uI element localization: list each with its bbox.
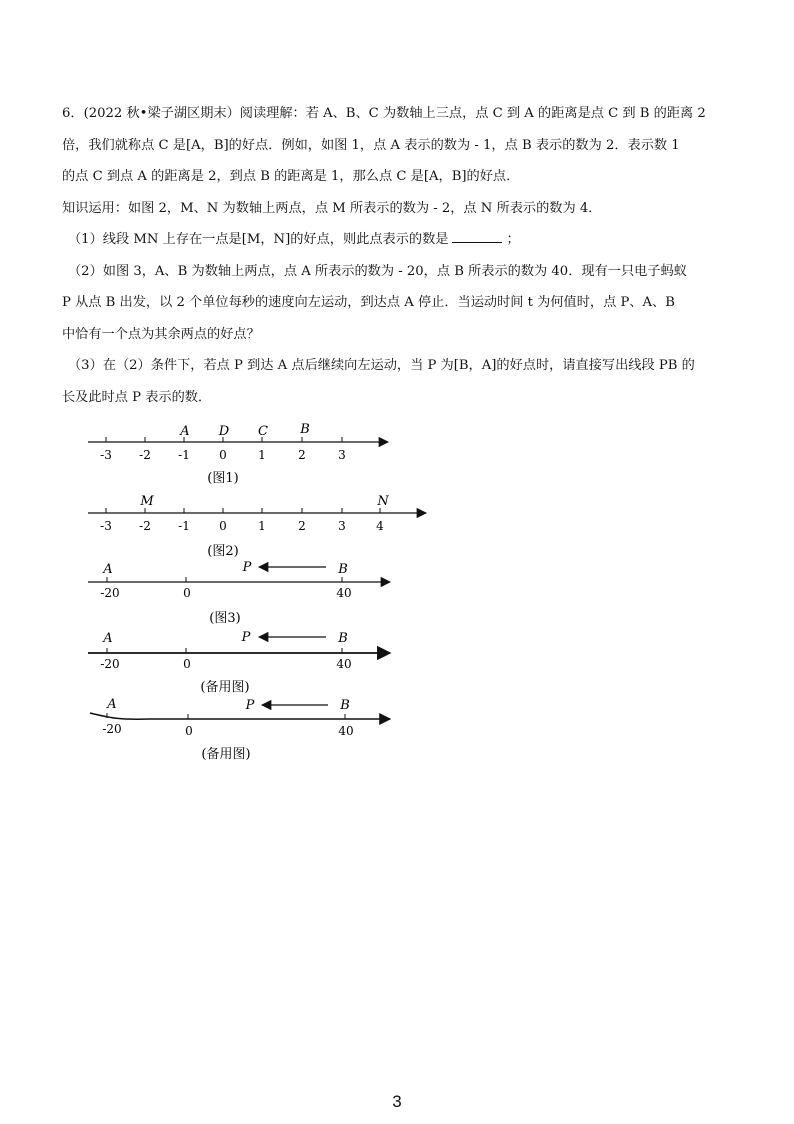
fig1-tick-label: -1 — [178, 448, 190, 462]
fig2-tick-label: 1 — [258, 519, 266, 533]
spare1-tick-label: 0 — [183, 657, 191, 671]
fig2-tick-label: -2 — [139, 519, 151, 533]
spare2-tick-label: 0 — [185, 724, 193, 738]
question-line-2: 倍，我们就称点 C 是[A，B]的好点．例如，如图 1，点 A 表示的数为 - 1，点 B 表示的数为 2．表示数 1 — [62, 137, 680, 153]
fig1-tick-label: -2 — [139, 448, 151, 462]
fig2-tick-label: -3 — [100, 519, 112, 533]
spare-figure-2-number-line — [90, 697, 390, 762]
fig2-tick-label: -1 — [178, 519, 190, 533]
spare2-point-b: B — [340, 698, 350, 713]
fig1-point-c: C — [258, 424, 268, 439]
fig3-point-p: P — [242, 560, 252, 575]
fig2-tick-label: 2 — [298, 519, 306, 533]
spare1-point-a: A — [103, 631, 113, 646]
part-1-end: ； — [506, 232, 520, 247]
fig3-tick-label: -20 — [100, 586, 120, 600]
fig2-tick-label: 0 — [219, 519, 227, 533]
fig1-tick-label: -3 — [100, 448, 112, 462]
spare1-point-p: P — [241, 630, 251, 645]
spare1-tick-label: -20 — [100, 657, 120, 671]
question-line-3: 的点 C 到点 A 的距离是 2，到点 B 的距离是 1，那么点 C 是[A，B]的好点． — [62, 169, 520, 184]
figure-1-number-line — [88, 422, 388, 486]
spare2-tick-label: -20 — [102, 722, 122, 736]
spare1-caption: (备用图) — [200, 680, 250, 695]
fig3-tick-label: 0 — [183, 586, 191, 600]
fig3-point-a: A — [103, 562, 113, 577]
spare2-point-p: P — [245, 698, 255, 713]
fig3-tick-label: 40 — [336, 586, 352, 600]
part-2-line-1: （2）如图 3，A、B 为数轴上两点，点 A 所表示的数为 - 20，点 B 所表示的数为 40．现有一只电子蚂蚁 — [68, 263, 687, 279]
spare1-tick-label: 40 — [336, 657, 352, 671]
spare-figure-1-number-line — [88, 630, 390, 695]
part-2-line-3: 中恰有一个点为其余两点的好点？ — [62, 326, 260, 342]
question-line-4: 知识运用：如图 2，M、N 为数轴上两点，点 M 所表示的数为 - 2，点 N 所表示的数为 4． — [62, 200, 602, 216]
fig1-tick-label: 2 — [298, 448, 306, 462]
fig1-tick-label: 3 — [338, 448, 346, 462]
part-1-text: （1）线段 MN 上存在一点是[M，N]的好点，则此点表示的数是 — [68, 232, 449, 247]
spare2-point-a: A — [107, 697, 117, 712]
spare2-tick-label: 40 — [338, 724, 354, 738]
fig1-tick-label: 0 — [219, 448, 227, 462]
fig2-tick-label: 3 — [338, 519, 346, 533]
part-3-line-1: （3）在（2）条件下，若点 P 到达 A 点后继续向左运动，当 P 为[B，A]的好点时，请直接写出线段 PB 的 — [68, 358, 695, 373]
fig3-point-b: B — [338, 562, 348, 577]
fig2-point-n: N — [377, 494, 389, 509]
fig3-caption: (图3) — [209, 611, 241, 626]
figure-3-number-line — [88, 560, 390, 626]
fig1-point-d: D — [218, 424, 230, 439]
figure-2-number-line — [88, 494, 426, 559]
fig2-point-m: M — [140, 494, 154, 509]
fig2-tick-label: 4 — [376, 519, 384, 533]
spare1-point-b: B — [338, 631, 348, 646]
fig2-caption: (图2) — [207, 544, 239, 559]
question-line-1: 6．(2022 秋•梁子湖区期末）阅读理解：若 A、B、C 为数轴上三点，点 C 到 A 的距离是点 C 到 B 的距离 2 — [62, 106, 706, 121]
fig1-tick-label: 1 — [258, 448, 266, 462]
fig1-caption: (图1) — [207, 471, 239, 486]
fig1-point-b: B — [300, 422, 310, 437]
page-number: 3 — [392, 1092, 402, 1111]
part-3-line-2: 长及此时点 P 表示的数． — [62, 389, 212, 405]
spare2-caption: (备用图) — [201, 747, 251, 762]
part-2-line-2: P 从点 B 出发，以 2 个单位每秒的速度向左运动，到达点 A 停止．当运动时间 t 为何值时，点 P、A、B — [62, 295, 675, 310]
fig1-point-a: A — [180, 424, 190, 439]
